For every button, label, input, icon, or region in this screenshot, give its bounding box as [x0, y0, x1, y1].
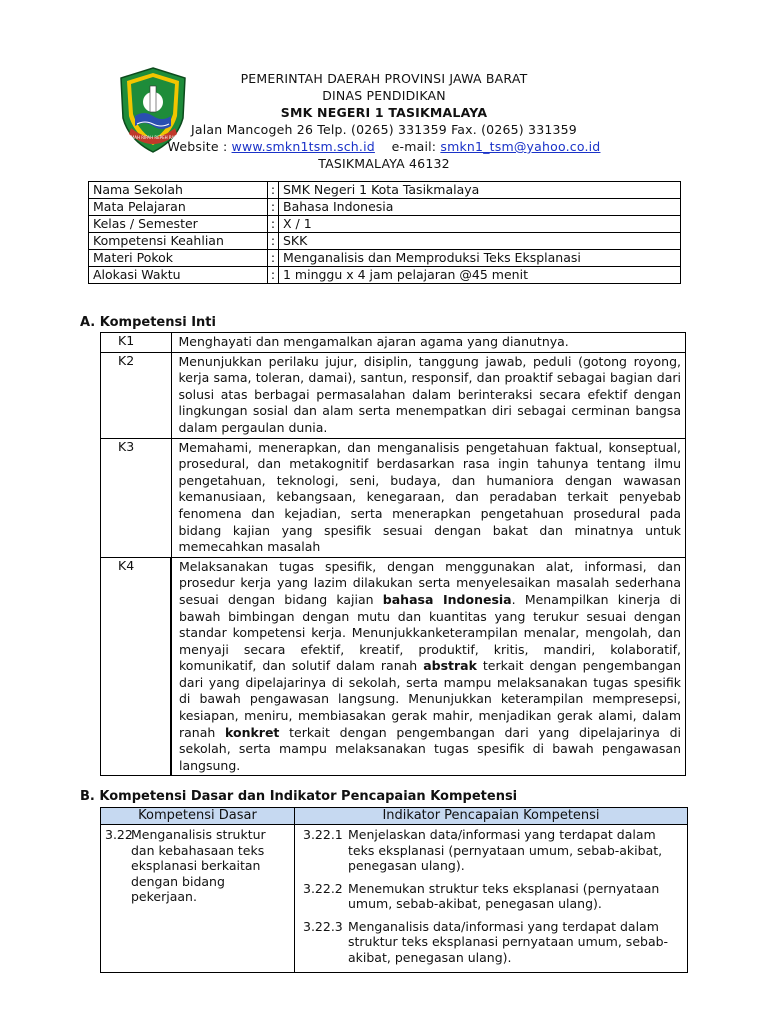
header-school: SMK NEGERI 1 TASIKMALAYA: [280, 105, 488, 120]
indicator-item: 3.22.3 Menganalisis data/informasi yang terdapat dalam struktur teks eksplanasi pernyataan umum, sebab-akibat, penegasan ulang).: [303, 918, 669, 965]
info-value: Bahasa Indonesia: [279, 199, 681, 216]
info-label: Materi Pokok: [89, 250, 268, 267]
info-colon: :: [268, 216, 279, 233]
info-value: X / 1: [279, 216, 681, 233]
table-row: [89, 216, 681, 233]
table-header-row: [101, 808, 688, 825]
header-contact: Website : www.smkn1tsm.sch.id e-mail: smkn1_tsm@yahoo.co.id: [167, 139, 601, 154]
kompetensi-inti-table: [100, 332, 686, 776]
info-colon: :: [268, 250, 279, 267]
header-line1: PEMERINTAH DAERAH PROVINSI JAWA BARAT: [240, 71, 528, 86]
kd-cell: [101, 825, 295, 973]
info-label: Mata Pelajaran: [89, 199, 268, 216]
identity-table: [88, 181, 681, 284]
indicator-cell: [295, 825, 688, 973]
letterhead: [0, 70, 768, 172]
table-row: [101, 557, 686, 776]
ki-code: K3: [101, 438, 172, 557]
info-colon: :: [268, 199, 279, 216]
ki-text: Menghayati dan mengamalkan ajaran agama yang dianutnya.: [171, 333, 686, 353]
table-row: [101, 825, 688, 973]
info-value: Menganalisis dan Memproduksi Teks Eksplanasi: [279, 250, 681, 267]
info-label: Alokasi Waktu: [89, 267, 268, 284]
ki-text: Melaksanakan tugas spesifik, dengan menggunakan alat, informasi, dan prosedur kerja yang lazim dilakukan serta menyelesaikan masalah sederhana sesuai dengan bidang kajian bahasa Indonesia. Menampilkan kinerja di bawah bimbingan dengan mutu dan kuantitas yang terukur sesuai dengan standar kompetensi kerja. Menunjukkanketerampilan menalar, mengolah, dan menyaji secara efektif, kreatif, produktif, kritis, mandiri, kolaboratif, komunikatif, dan solutif dalam ranah abstrak terkait dengan pengembangan dari yang dipelajarinya di sekolah, serta mampu melaksanakan tugas spesifik di bawah pengawasan langsung. Menunjukkan keterampilan mempresepsi, kesiapan, meniru, membiasakan gerak mahir, menjadikan gerak alami, dalam ranah konkret terkait dengan pengembangan dari yang dipelajarinya di sekolah, serta mampu melaksanakan tugas spesifik di bawah pengawasan langsung.: [171, 557, 686, 776]
table-row: [89, 182, 681, 199]
col-header-ipk: Indikator Pencapaian Kompetensi: [295, 808, 688, 825]
svg-text:GEMAH RIPAH REPEH RAPIH: GEMAH RIPAH REPEH RAPIH: [125, 135, 181, 140]
section-b-title: B. Kompetensi Dasar dan Indikator Pencapaian Kompetensi: [80, 789, 518, 804]
section-a-title: A. Kompetensi Inti: [80, 315, 216, 330]
info-value: SKK: [279, 233, 681, 250]
col-header-kd: Kompetensi Dasar: [101, 808, 295, 825]
indicator-item: 3.22.1 Menjelaskan data/informasi yang terdapat dalam teks eksplanasi (pernyataan umum, sebab-akibat, penegasan ulang).: [303, 827, 663, 873]
header-address: Jalan Mancogeh 26 Telp. (0265) 331359 Fax. (0265) 331359: [191, 122, 577, 137]
table-row: [101, 438, 686, 557]
ki-text: Memahami, menerapkan, dan menganalisis pengetahuan faktual, konseptual, prosedural, dan metakognitif berdasarkan rasa ingin tahunya tentang ilmu pengetahuan, teknologi, seni, budaya, dan humaniora dengan wawasan kemanusiaan, kebangsaan, kenegaraan, dan peradaban terkait penyebab fenomena dan kejadian, serta menerapkan pengetahuan prosedural pada bidang kajian yang spesifik sesuai dengan bakat dan minatnya untuk memecahkan masalah: [171, 438, 686, 557]
info-label: Kelas / Semester: [89, 216, 268, 233]
table-row: [89, 199, 681, 216]
info-colon: :: [268, 182, 279, 199]
table-row: [89, 267, 681, 284]
table-row: [101, 333, 686, 353]
table-row: [101, 352, 686, 438]
info-colon: :: [268, 233, 279, 250]
ki-code: K2: [101, 352, 172, 438]
website-link[interactable]: www.smkn1tsm.sch.id: [231, 139, 375, 154]
ki-code: K4: [101, 557, 172, 776]
table-row: [89, 233, 681, 250]
email-link[interactable]: smkn1_tsm@yahoo.co.id: [440, 139, 601, 154]
ki-code: K1: [101, 333, 172, 353]
indicator-item: 3.22.2 Menemukan struktur teks eksplanasi (pernyataan umum, sebab-akibat, penegasan ulang).: [303, 880, 660, 911]
info-label: Kompetensi Keahlian: [89, 233, 268, 250]
info-value: 1 minggu x 4 jam pelajaran @45 menit: [279, 267, 681, 284]
kd-text: Menganalisis struktur dan kebahasaan teks eksplanasi berkaitan dengan bidang pekerjaan.: [131, 827, 266, 904]
ki-text: Menunjukkan perilaku jujur, disiplin, tanggung jawab, peduli (gotong royong, kerja sama, toleran, damai), santun, responsif, dan proaktif sebagai bagian dari solusi atas berbagai permasalahan dalam berinteraksi secara efektif dengan lingkungan sosial dan alam serta menempatkan diri sebagai cerminan bangsa dalam pergaulan dunia.: [171, 352, 686, 438]
table-row: [89, 250, 681, 267]
header-line2: DINAS PENDIDIKAN: [322, 88, 446, 103]
header-city: TASIKMALAYA 46132: [318, 156, 450, 171]
kd-number: 3.22: [105, 827, 133, 842]
info-colon: :: [268, 267, 279, 284]
info-label: Nama Sekolah: [89, 182, 268, 199]
kompetensi-dasar-table: [100, 807, 688, 973]
info-value: SMK Negeri 1 Kota Tasikmalaya: [279, 182, 681, 199]
